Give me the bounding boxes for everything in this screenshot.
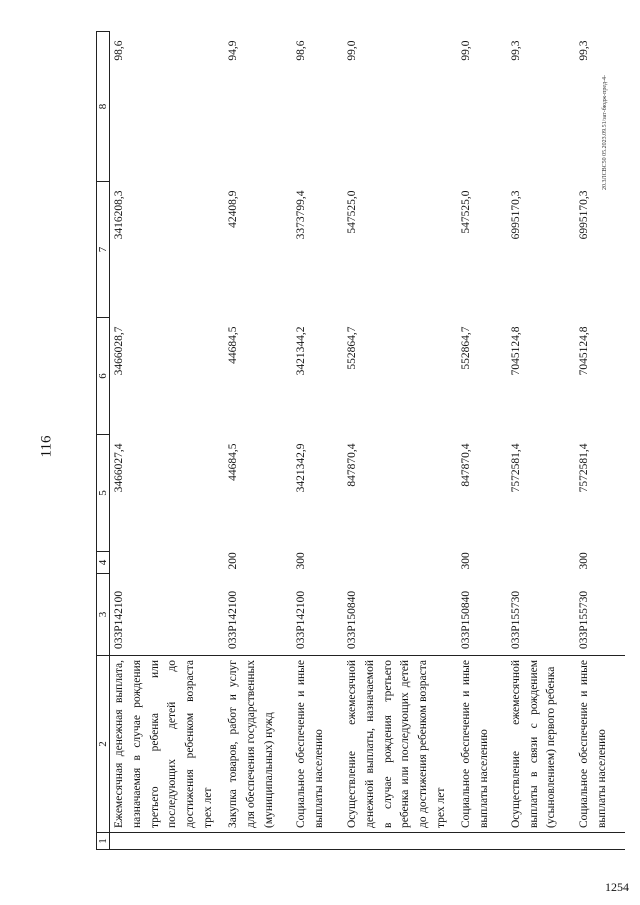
row-v8: 98,6 — [294, 40, 307, 61]
row-name: Ежемесячная денежная выплата, назначаемая в случае рождения третьего ребенка или последующих детей до достижения ребенком возраста трех лет — [110, 656, 224, 833]
row-v5: 7572581,4 — [577, 443, 590, 493]
row-csr: 033P142100 — [294, 590, 307, 649]
row-v6: 3421344,2 — [294, 326, 307, 376]
row-csr: 033P142100 — [226, 590, 239, 649]
row-v8: 99,0 — [345, 40, 358, 61]
row-csr: 033P155730 — [509, 590, 522, 649]
table-row — [224, 32, 292, 850]
row-vr: 300 — [294, 552, 307, 570]
row-v6: 7045124,8 — [509, 326, 522, 376]
header-cell: 4 — [97, 552, 110, 574]
row-name: Осуществление ежемесячной денежной выплаты, назначаемой в случае рождения третьего ребенка или последующих детей до достижения ребенком возраста трех лет — [343, 656, 457, 833]
row-v5: 3466027,4 — [113, 443, 125, 493]
document-code: 20.3ЛСВС50 05.2023.09.51/зат-бюдж-пред-4- — [602, 74, 608, 190]
header-cell: 5 — [97, 435, 110, 552]
row-v8: 94,9 — [226, 40, 239, 61]
row-name: Закупка товаров, работ и услуг для обеспечения государственных (муниципальных) нужд — [224, 656, 292, 833]
row-vr: 200 — [226, 552, 239, 570]
row-v8: 99,3 — [509, 40, 522, 61]
page-number: 116 — [38, 435, 55, 458]
header-cell: 3 — [97, 574, 110, 656]
row-v7: 6995170,3 — [577, 190, 590, 240]
row-v7: 6995170,3 — [509, 190, 522, 240]
row-vr — [343, 552, 457, 574]
row-csr: 033P150840 — [345, 590, 358, 649]
row-v7: 547525,0 — [459, 190, 472, 234]
header-cell: 6 — [97, 318, 110, 435]
table-row — [575, 32, 625, 850]
row-v8: 99,3 — [577, 40, 590, 61]
table-header-row — [97, 32, 110, 850]
row-v8: 99,0 — [459, 40, 472, 61]
row-v6: 44684,5 — [226, 326, 239, 364]
row-v6: 552864,7 — [345, 326, 358, 370]
row-v7: 3373799,4 — [294, 190, 307, 240]
row-name: Осуществление ежемесячной выплаты в связи с рождением (усыновлением) первого ребенка — [507, 656, 575, 833]
header-cell: 7 — [97, 182, 110, 318]
row-csr: 033P142100 — [113, 590, 125, 649]
row-vr — [110, 552, 224, 574]
row-v7: 42408,9 — [226, 190, 239, 228]
row-name: Социальное обеспечение и иные выплаты населению — [457, 656, 507, 833]
header-cell: 1 — [97, 833, 110, 850]
row-v5: 847870,4 — [459, 443, 472, 487]
row-name: Социальное обеспечение и иные выплаты населению — [575, 656, 625, 833]
row-name: Социальное обеспечение и иные выплаты населению — [292, 656, 343, 833]
table-row — [343, 32, 457, 850]
row-v5: 847870,4 — [345, 443, 358, 487]
row-csr: 033P155730 — [577, 590, 590, 649]
rotated-table-region — [96, 32, 611, 850]
header-cell: 2 — [97, 656, 110, 833]
row-v8: 98,6 — [113, 40, 125, 61]
budget-table — [96, 31, 625, 850]
table-row — [110, 32, 224, 850]
row-v6: 552864,7 — [459, 326, 472, 370]
row-vr: 300 — [459, 552, 472, 570]
row-csr: 033P150840 — [459, 590, 472, 649]
row-vr: 300 — [577, 552, 590, 570]
row-v6: 3466028,7 — [113, 326, 125, 376]
row-v5: 7572581,4 — [509, 443, 522, 493]
table-row — [457, 32, 507, 850]
row-v6: 7045124,8 — [577, 326, 590, 376]
row-v5: 44684,5 — [226, 443, 239, 481]
row-v7: 547525,0 — [345, 190, 358, 234]
header-cell: 8 — [97, 32, 110, 182]
row-v7: 3416208,3 — [113, 190, 125, 240]
sheet-number: 1254 — [605, 880, 629, 894]
table-row — [292, 32, 343, 850]
row-v5: 3421342,9 — [294, 443, 307, 493]
row-vr — [507, 552, 575, 574]
table-row — [507, 32, 575, 850]
